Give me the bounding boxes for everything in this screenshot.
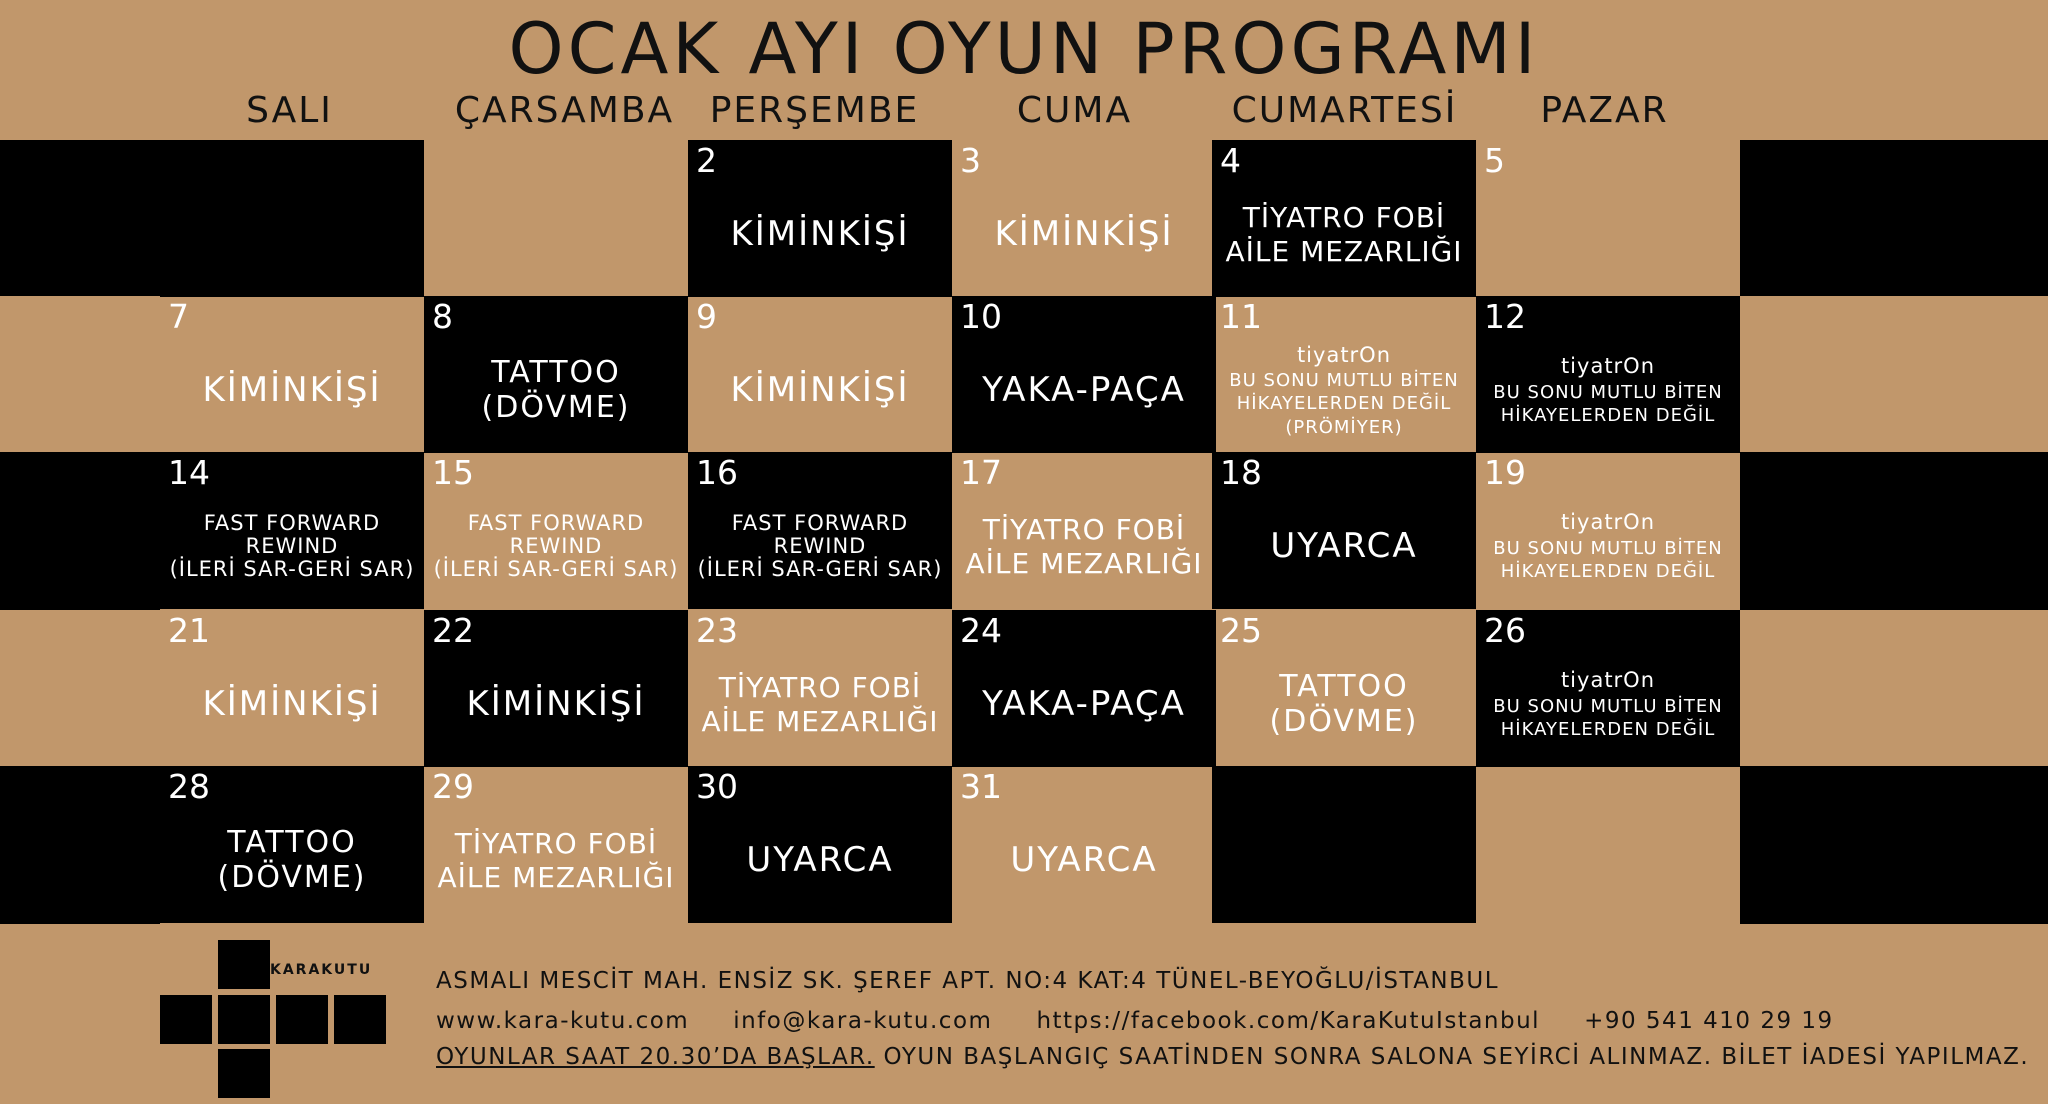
show-title-line: BU SONU MUTLU BİTEN	[1493, 381, 1723, 403]
calendar-cell	[952, 296, 1216, 453]
calendar-cell	[1476, 140, 1740, 297]
day-number: 14	[168, 453, 210, 492]
show-title-line: KİMİNKİŞİ	[466, 684, 646, 725]
show-info	[688, 804, 952, 917]
show-title-line: (İLERİ SAR-GERİ SAR)	[169, 556, 415, 581]
weekday-header: PAZAR	[1540, 90, 1669, 131]
show-info	[1212, 804, 1476, 917]
weekday-header: CUMARTESİ	[1231, 90, 1458, 131]
calendar-cell	[424, 766, 688, 923]
calendar-cell	[952, 610, 1216, 767]
show-title-line: REWIND	[509, 534, 603, 559]
show-info	[424, 648, 688, 761]
page-title: OCAK AYI OYUN PROGRAMI	[508, 8, 1540, 90]
show-info	[1212, 334, 1476, 447]
show-title-line: TATTOO	[491, 355, 621, 390]
show-title-line: YAKA-PAÇA	[982, 684, 1186, 725]
show-title-line: REWIND	[245, 534, 339, 559]
calendar-cell	[952, 140, 1216, 297]
weekday-header: CUMA	[1016, 90, 1133, 131]
show-title-line: (DÖVME)	[217, 859, 367, 895]
phone-number: +90 541 410 29 19	[1584, 1008, 1834, 1034]
calendar-cell	[1476, 766, 1740, 923]
decorative-block	[0, 140, 160, 296]
calendar-cell	[160, 766, 424, 923]
decorative-block	[0, 452, 160, 610]
calendar-cell	[1476, 610, 1740, 767]
calendar-cell	[1212, 140, 1476, 297]
calendar-cell	[952, 452, 1216, 609]
calendar-cell	[424, 140, 688, 297]
show-title-line: KİMİNKİŞİ	[994, 214, 1174, 255]
calendar-cell	[688, 296, 952, 453]
day-number: 29	[432, 767, 474, 806]
day-number: 3	[960, 141, 981, 180]
show-info	[1476, 490, 1740, 603]
show-info	[1212, 648, 1476, 761]
show-info	[424, 334, 688, 447]
day-number: 9	[696, 297, 717, 336]
calendar-cell	[952, 766, 1216, 923]
contact-row	[436, 1008, 1878, 1034]
decorative-block	[1740, 766, 2048, 924]
day-number: 15	[432, 453, 474, 492]
show-title-line: TİYATRO FOBİ	[718, 670, 922, 704]
show-info	[952, 178, 1216, 291]
show-info	[952, 804, 1216, 917]
show-title-line: FAST FORWARD	[203, 511, 381, 536]
decorative-block	[0, 766, 160, 924]
calendar-cell	[688, 610, 952, 767]
show-info	[160, 648, 424, 761]
day-number: 30	[696, 767, 738, 806]
show-info	[424, 804, 688, 917]
email-link[interactable]: info@kara-kutu.com	[733, 1008, 993, 1034]
weekday-header: PERŞEMBE	[709, 90, 920, 131]
day-number: 21	[168, 611, 210, 650]
weekday-header: SALI	[246, 90, 333, 131]
show-title-line: (DÖVME)	[1269, 703, 1419, 739]
show-title-line: KİMİNKİŞİ	[730, 370, 910, 411]
calendar-cell	[160, 610, 424, 767]
show-title-line: KİMİNKİŞİ	[202, 370, 382, 411]
show-info	[688, 178, 952, 291]
day-number: 18	[1220, 453, 1262, 492]
logo-wordmark: KARAKUTU	[270, 962, 373, 978]
show-info	[160, 490, 424, 603]
show-info	[1212, 178, 1476, 291]
day-number: 31	[960, 767, 1002, 806]
start-time-notice: OYUNLAR SAAT 20.30’DA BAŞLAR.	[436, 1044, 875, 1070]
calendar-cell	[688, 452, 952, 609]
day-number: 26	[1484, 611, 1526, 650]
website-link[interactable]: www.kara-kutu.com	[436, 1008, 690, 1034]
calendar-cell	[424, 610, 688, 767]
calendar-cell	[1212, 766, 1476, 923]
day-number: 8	[432, 297, 453, 336]
calendar-cell	[160, 296, 424, 453]
show-info	[424, 178, 688, 291]
day-number: 12	[1484, 297, 1526, 336]
show-title-line: TATTOO	[1279, 669, 1409, 704]
show-title-line: tiyatrOn	[1560, 668, 1656, 693]
day-number: 19	[1484, 453, 1526, 492]
show-title-line: AİLE MEZARLIĞI	[1225, 234, 1463, 268]
show-title-line: tiyatrOn	[1560, 354, 1656, 379]
show-title-line: UYARCA	[1010, 840, 1158, 881]
show-info	[1476, 334, 1740, 447]
facebook-link[interactable]: https://facebook.com/KaraKutuIstanbul	[1036, 1008, 1541, 1034]
day-number: 16	[696, 453, 738, 492]
show-title-line: (DÖVME)	[481, 389, 631, 425]
calendar-cell	[688, 140, 952, 297]
show-title-line: tiyatrOn	[1560, 510, 1656, 535]
calendar-cell	[1476, 452, 1740, 609]
day-number: 28	[168, 767, 210, 806]
day-number: 17	[960, 453, 1002, 492]
show-title-line: tiyatrOn	[1296, 342, 1392, 367]
day-number: 7	[168, 297, 189, 336]
show-title-line: AİLE MEZARLIĞI	[437, 860, 675, 894]
show-title-line: BU SONU MUTLU BİTEN	[1493, 695, 1723, 717]
show-title-line: HİKAYELERDEN DEĞİL	[1500, 561, 1716, 583]
show-info	[1476, 178, 1740, 291]
calendar-cell	[160, 452, 424, 609]
day-number: 25	[1220, 611, 1262, 650]
show-info	[688, 490, 952, 603]
weekday-header: ÇARSAMBA	[454, 90, 675, 131]
show-title-line: HİKAYELERDEN DEĞİL	[1500, 719, 1716, 741]
show-info	[688, 334, 952, 447]
show-title-line: FAST FORWARD	[731, 511, 909, 536]
show-info	[1212, 490, 1476, 603]
show-title-line: (İLERİ SAR-GERİ SAR)	[433, 556, 679, 581]
day-number: 23	[696, 611, 738, 650]
show-title-line: AİLE MEZARLIĞI	[965, 546, 1203, 580]
calendar-cell	[424, 452, 688, 609]
calendar-cell	[688, 766, 952, 923]
day-number: 5	[1484, 141, 1505, 180]
address: ASMALI MESCİT MAH. ENSİZ SK. ŞEREF APT. NO:4 KAT:4 TÜNEL-BEYOĞLU/İSTANBUL	[436, 968, 1500, 994]
calendar-cell	[424, 296, 688, 453]
day-number: 2	[696, 141, 717, 180]
day-number: 22	[432, 611, 474, 650]
show-title-line: (PRÖMİYER)	[1285, 416, 1403, 438]
show-title-line: UYARCA	[1270, 526, 1418, 567]
show-title-line: HİKAYELERDEN DEĞİL	[1500, 405, 1716, 427]
day-number: 4	[1220, 141, 1241, 180]
show-title-line: BU SONU MUTLU BİTEN	[1493, 537, 1723, 559]
show-title-line: TATTOO	[227, 825, 357, 860]
decorative-block	[1740, 140, 2048, 296]
show-info	[688, 648, 952, 761]
show-info	[952, 334, 1216, 447]
show-info	[952, 490, 1216, 603]
show-title-line: TİYATRO FOBİ	[454, 826, 658, 860]
show-title-line: TİYATRO FOBİ	[1242, 200, 1446, 234]
show-title-line: HİKAYELERDEN DEĞİL	[1236, 393, 1452, 415]
show-title-line: YAKA-PAÇA	[982, 370, 1186, 411]
show-info	[160, 178, 424, 291]
show-title-line: REWIND	[773, 534, 867, 559]
show-info	[424, 490, 688, 603]
calendar-cell	[1212, 296, 1476, 453]
decorative-block	[1740, 452, 2048, 610]
show-title-line: KİMİNKİŞİ	[202, 684, 382, 725]
day-number: 24	[960, 611, 1002, 650]
day-number: 11	[1220, 297, 1262, 336]
calendar-cell	[1212, 610, 1476, 767]
show-title-line: FAST FORWARD	[467, 511, 645, 536]
calendar-cell	[1476, 296, 1740, 453]
show-title-line: TİYATRO FOBİ	[982, 512, 1186, 546]
show-info	[1476, 648, 1740, 761]
show-title-line: UYARCA	[746, 840, 894, 881]
show-info	[160, 804, 424, 917]
show-title-line: BU SONU MUTLU BİTEN	[1229, 370, 1459, 392]
show-info	[1476, 804, 1740, 917]
show-info	[952, 648, 1216, 761]
notice-text: OYUN BAŞLANGIÇ SAATİNDEN SONRA SALONA SEYİRCİ ALINMAZ. BİLET İADESİ YAPILMAZ.	[874, 1044, 2030, 1070]
calendar-cell	[160, 140, 424, 297]
notice	[436, 1044, 2029, 1070]
show-title-line: KİMİNKİŞİ	[730, 214, 910, 255]
show-title-line: AİLE MEZARLIĞI	[701, 704, 939, 738]
calendar-cell	[1212, 452, 1476, 609]
show-info	[160, 334, 424, 447]
show-title-line: (İLERİ SAR-GERİ SAR)	[697, 556, 943, 581]
day-number: 10	[960, 297, 1002, 336]
